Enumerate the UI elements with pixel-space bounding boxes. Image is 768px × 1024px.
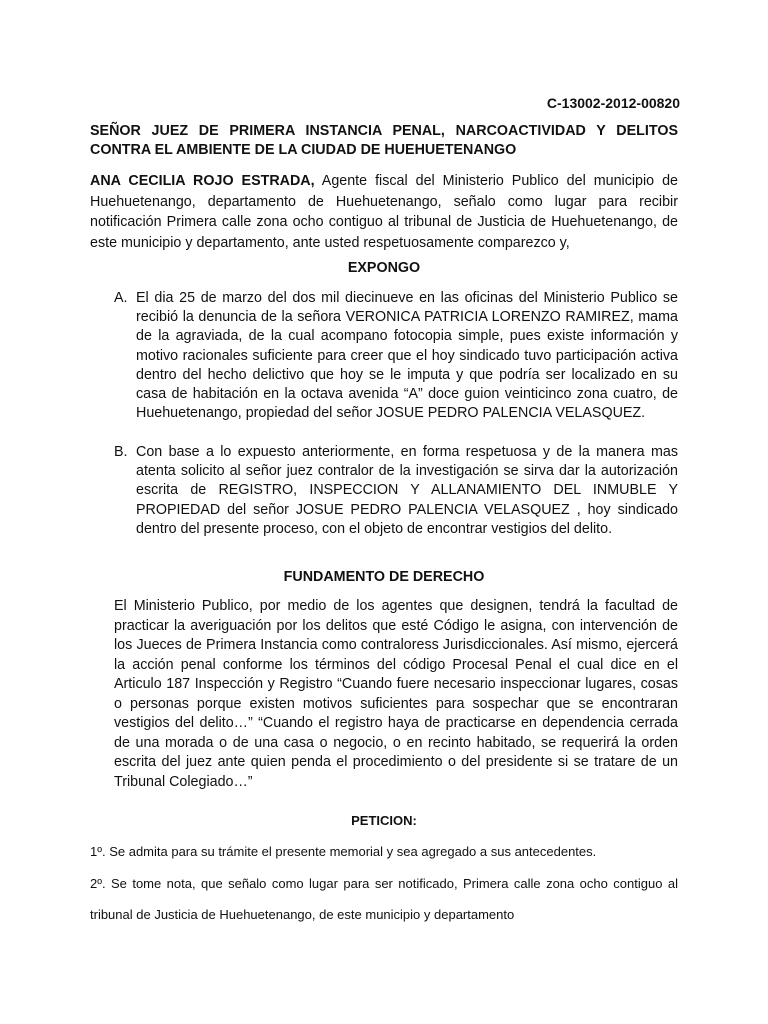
court-heading: SEÑOR JUEZ DE PRIMERA INSTANCIA PENAL, NARCOACTIVIDAD Y DELITOS CONTRA EL AMBIENTE DE LA CIUDAD DE HUEHUETENANGO	[90, 123, 678, 158]
intro-text: Agente fiscal del Ministerio Publico del municipio de Huehuetenango, departamento de Huehuetenango, señalo como lugar para recibir notificación Primera calle zona ocho contiguo al tribunal de Justicia de Huehuetenango, de este municipio y departamento, ante usted respetuosamente comparezco y,	[90, 173, 678, 251]
fundamento-paragraph: El Ministerio Publico, por medio de los agentes que designen, tendrá la facultad de practicar la averiguación por los delitos que esté Código le asigna, con intervención de los Jueces de Primera Instancia como contraloress Jurisdiccionales. Así mismo, ejercerá la acción penal conforme los términos del código Procesal Penal el cual dice en el Articulo 187 Inspección y Registro “Cuando fuere necesario inspeccionar lugares, cosas o personas porque existen motivos suficientes para sospechar que se encontraran vestigios del delito…” “Cuando el registro haya de practicarse en dependencia cerrada de una morada o de una casa o negocio, o en recinto habitado, se requerirá la orden escrita del juez ante quien penda el procedimiento o del presidente si se tratare de un Tribunal Colegiado…”	[114, 598, 678, 790]
list-item	[114, 289, 678, 423]
list-item-letter: A.	[114, 290, 128, 306]
peticion-heading: PETICION:	[351, 813, 417, 828]
list-item-text: Con base a lo expuesto anteriormente, en forma respetuosa y de la manera mas atenta solicito al señor juez contralor de la investigación se sirva dar la autorización escrita de REGISTRO, INSPECCION Y ALLANAMIENTO DEL INMUBLE Y PROPIEDAD del señor JOSUE PEDRO PALENCIA VELASQUEZ , hoy sindicado dentro del presente proceso, con el objeto de encontrar vestigios del delito.	[136, 444, 678, 537]
list-item-letter: B.	[114, 444, 128, 460]
intro-name: ANA CECILIA ROJO ESTRADA,	[90, 173, 315, 189]
fundamento-heading: FUNDAMENTO DE DERECHO	[283, 569, 485, 585]
intro-paragraph	[90, 171, 678, 253]
list-item	[114, 443, 678, 539]
expongo-heading: EXPONGO	[347, 260, 421, 276]
list-item-text: El dia 25 de marzo del dos mil diecinueve en las oficinas del Ministerio Publico se recibió la denuncia de la señora VERONICA PATRICIA LORENZO RAMIREZ, mama de la agraviada, de la cual acompano fotocopia simple, pues existe información y motivo racionales suficiente para creer que el hoy sindicado tuvo participación activa dentro del hecho delictivo que hoy se le imputa y que podría ser localizado en su casa de habitación en la octava avenida “A” doce guion veinticinco zona cuatro, de Huehuetenango, propiedad del señor JOSUE PEDRO PALENCIA VELASQUEZ.	[136, 290, 678, 422]
case-number: C-13002-2012-00820	[546, 95, 680, 111]
peticion-item-1: 1º. Se admita para su trámite el presente memorial y sea agregado a sus antecedentes.	[90, 844, 597, 859]
peticion-item-2: 2º. Se tome nota, que señalo como lugar para ser notificado, Primera calle zona ocho contiguo al tribunal de Justicia de Huehuetenango, de este municipio y departamento	[90, 876, 678, 922]
